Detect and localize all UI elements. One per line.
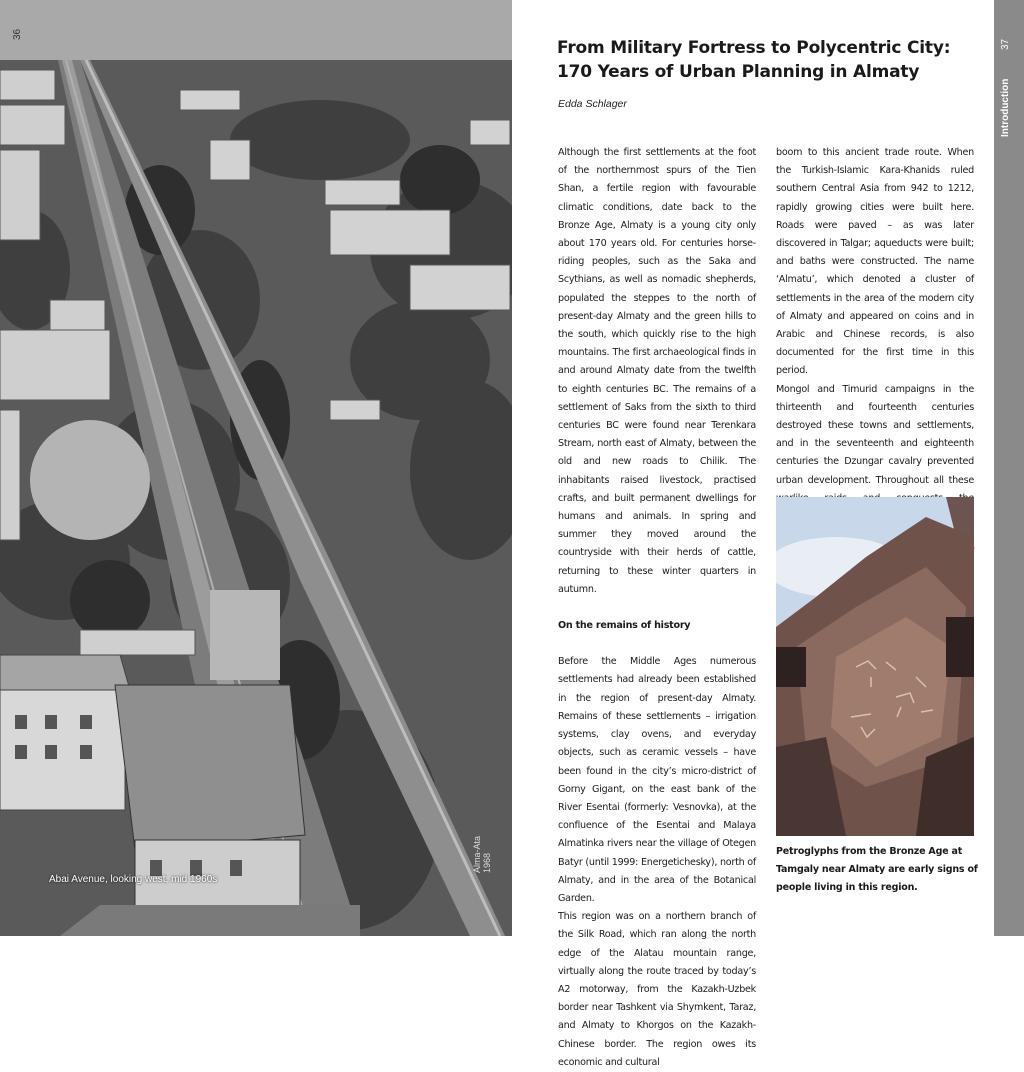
text-column-left: [558, 144, 756, 1072]
paragraph-middle-ages: Before the Middle Ages numerous settlements had already been established in the region of present-day Almaty. Remains of these settlements – irrigation systems, clay ovens, and everyday objects, such as ceramic vessels – have been found in the city’s micro-district of Gorny Gigant, on the east bank of the River Esentai (formerly: Vesnovka), at the confluence of the Esentai and Malaya Almatinka rivers near the village of Otegen Batyr (until 1999: Energetichesky), north of Almaty, and in the area of the Botanical Garden.: [558, 656, 756, 904]
page-number-left: 36: [12, 28, 23, 40]
article-title-line-2: 170 Years of Urban Planning in Almaty: [557, 62, 920, 82]
paragraph-campaigns: Mongol and Timurid campaigns in the thirteenth and fourteenth centuries destroyed these towns and settlements, and in the seventeenth and eighteenth centuries the Dzungar cavalry prevented urban development. Throughout all these: [776, 383, 974, 486]
photo-credit: Alma-Ata 1968: [472, 835, 492, 873]
author-name: Edda Schlager: [558, 98, 627, 110]
section-side-tab: [994, 0, 1024, 936]
article-title-line-1: From Military Fortress to Polycentric City:: [557, 38, 951, 58]
article-title: [557, 36, 977, 84]
page-number-right: 37: [1000, 38, 1011, 50]
photo-caption: Abai Avenue, looking west, mid 1960s: [49, 874, 218, 885]
section-label: Introduction: [1000, 78, 1011, 137]
paragraph-silk-road: This region was on a northern branch of the Silk Road, which ran along the north edge of the Alatau mountain range, virtually along the route traced by today’s A2 motorway, from the Kazakh-Uzbek border near Tashkent via Shymkent, Taraz, and Almaty to Khorgos on the Kazakh-Chinese border. The region owes its economic and cultural: [558, 911, 756, 1068]
paragraph-intro: Although the first settlements at the foot of the northernmost spurs of the Tien Shan, a fertile region with favourable climatic conditions, date back to the Bronze Age, Almaty is a young city only about 170 years old. For centuries horse-riding peoples, such as the Saka and Scythians, as well as nomadic shepherds, populated the steppes to the north of present-day Almaty and the green hills to the south, which quickly rise to the high mountains. The first archaeological finds in and around Almaty date from the twelfth to eighth centuries BC. The remains of a settlement of Saks from the sixth to third centuries BC were found near Terenkara Stream, north east of Almaty, between the old and new roads to Chilik. The inhabitants raised livestock, practised crafts, and built permanent dwellings for humans and animals. In spring and summer they moved around the countryside with their herds of cattle, returning to these winter quarters in autumn.: [558, 147, 756, 595]
petroglyph-caption: Petroglyphs from the Bronze Age at Tamgaly near Almaty are early signs of people living in this region.: [776, 846, 978, 893]
section-subheading: On the remains of history: [558, 620, 691, 632]
paragraph-trade-route: boom to this ancient trade route. When the Turkish-Islamic Kara-Khanids ruled southern Central Asia from 942 to 1212, rapidly growing cities were built here. Roads were paved – as was later discovered in Talgar; aqueducts were built; and baths were constructed. The name ‘Almatu’, which denoted a cluster of settlements in the area of the modern city of Almaty and appeared on coins and in Arabic and Chinese records, is also documented for the first time in this period.: [776, 147, 974, 377]
petroglyph-illustration: [776, 497, 974, 836]
aerial-photo-abai-avenue: [0, 0, 512, 936]
petroglyph-photo: [776, 497, 974, 836]
aerial-photo-illustration: [0, 0, 512, 936]
